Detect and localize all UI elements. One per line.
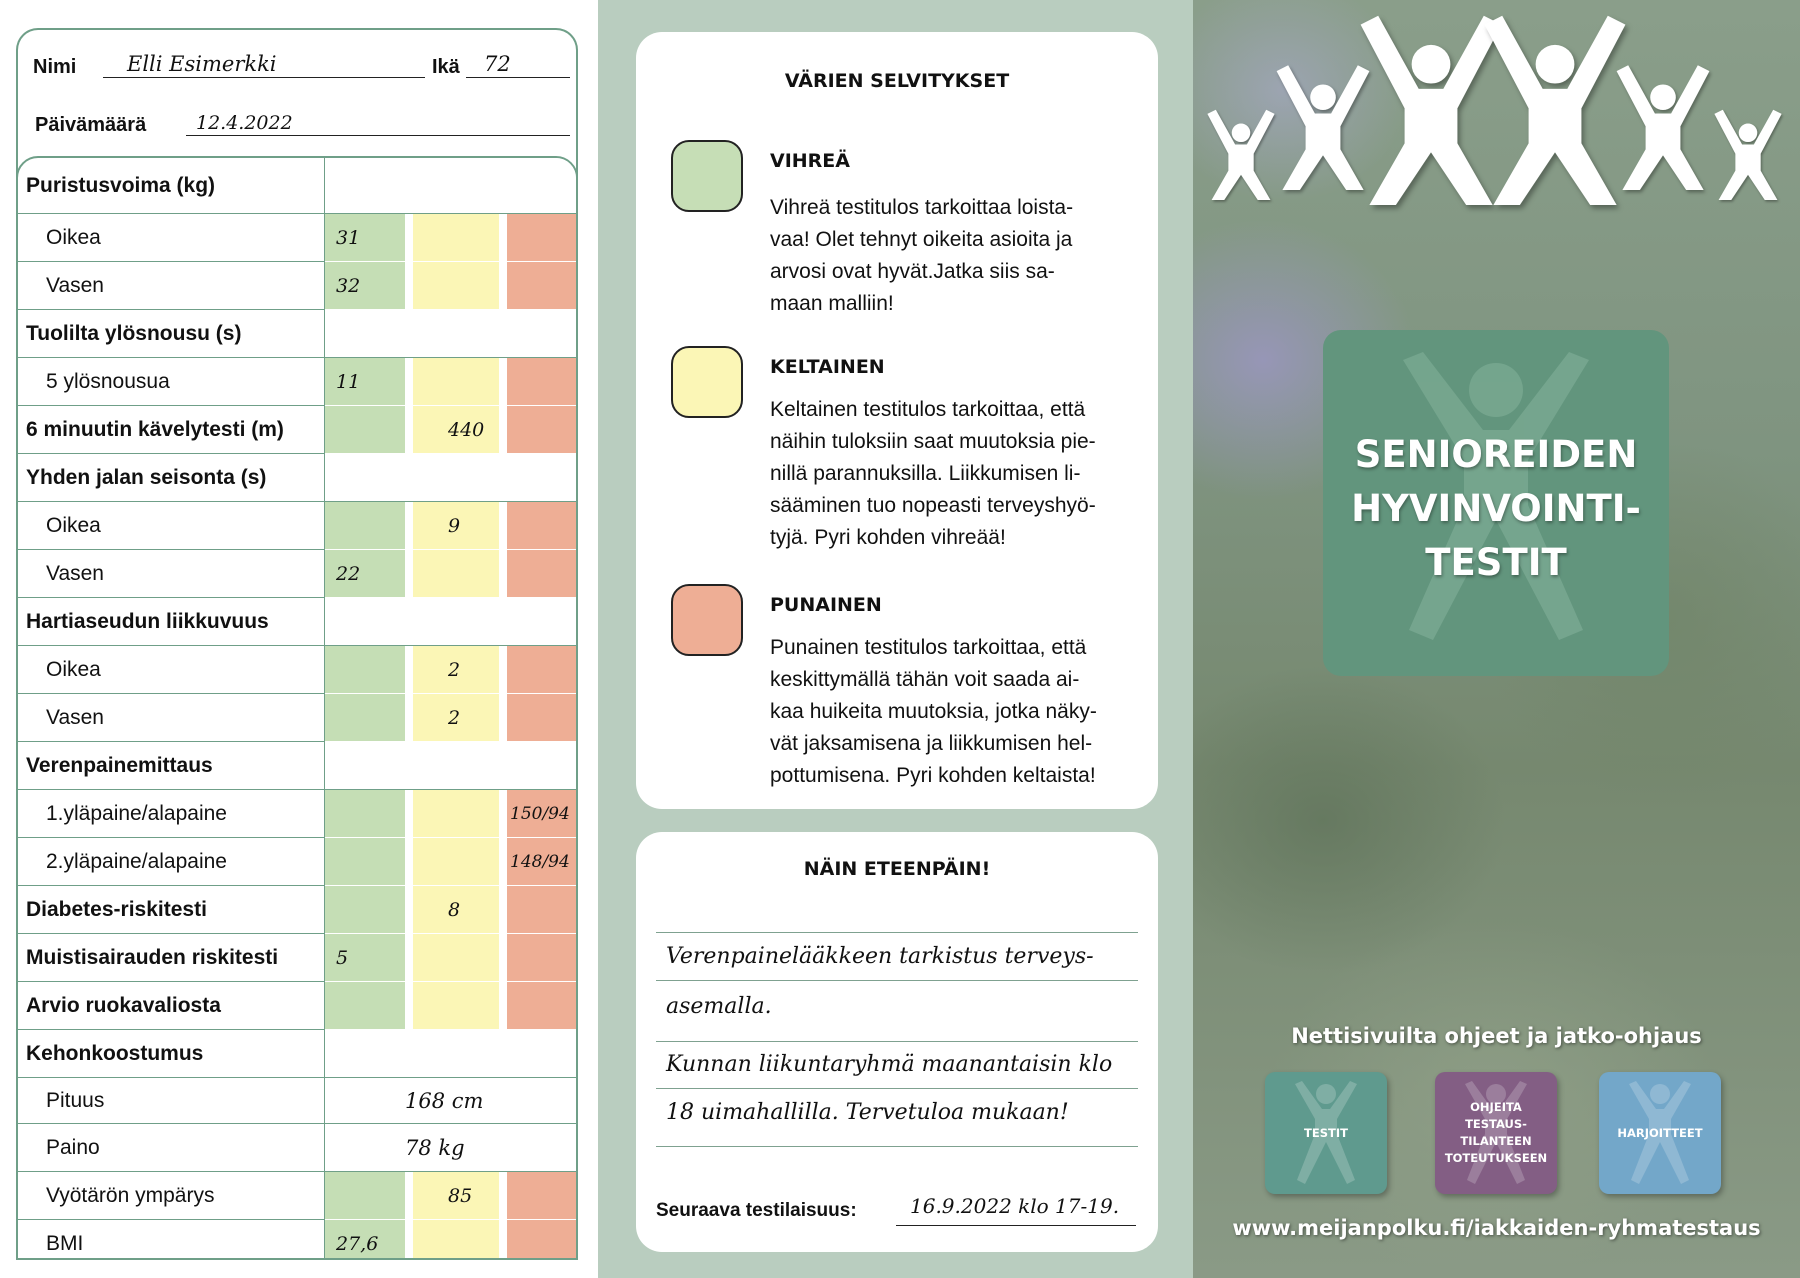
table-row — [18, 1124, 578, 1172]
row-label: Paino — [46, 1135, 100, 1159]
green-cell[interactable] — [325, 694, 405, 742]
row-label: 1.yläpaine/alapaine — [46, 801, 227, 825]
cell-gap — [405, 694, 413, 742]
value-cell — [325, 598, 578, 646]
cell-gap — [499, 406, 507, 454]
yellow-cell[interactable] — [413, 838, 499, 886]
table-row — [18, 406, 578, 454]
row-label: Muistisairauden riskitesti — [26, 945, 279, 969]
age-field[interactable] — [466, 50, 570, 78]
row-label-cell — [18, 310, 325, 358]
value-cell — [325, 1030, 578, 1078]
row-label-cell — [18, 158, 325, 214]
red-cell[interactable] — [507, 1220, 578, 1260]
row-label-cell — [18, 934, 325, 982]
green-cell[interactable] — [325, 646, 405, 694]
result-table — [16, 156, 578, 1260]
value-cell[interactable] — [325, 1078, 578, 1124]
row-label-cell — [18, 598, 325, 646]
table-row — [18, 934, 578, 982]
row-value: 440 — [448, 419, 485, 441]
cover-panel — [1193, 0, 1800, 1278]
cell-gap — [499, 550, 507, 598]
row-label-cell — [18, 982, 325, 1030]
next-steps-title: NÄIN ETEENPÄIN! — [803, 858, 991, 880]
row-label-cell — [18, 1172, 325, 1220]
age-label: Ikä — [432, 56, 460, 78]
note-rule — [656, 980, 1138, 981]
cell-gap — [405, 646, 413, 694]
table-row — [18, 1078, 578, 1124]
table-row — [18, 454, 578, 502]
tile-ohjeita[interactable] — [1435, 1072, 1557, 1194]
cell-gap — [405, 1220, 413, 1260]
cell-gap — [499, 790, 507, 838]
cell-gap — [499, 214, 507, 262]
red-cell[interactable] — [507, 982, 578, 1030]
row-value: 2 — [448, 659, 461, 681]
row-label-cell — [18, 502, 325, 550]
row-label: Oikea — [46, 225, 101, 249]
row-label: Puristusvoima (kg) — [26, 173, 216, 197]
row-value: 150/94 — [510, 804, 570, 824]
tile-label: HARJOITTEET — [1617, 1125, 1703, 1140]
red-text: Punainen testitulos tarkoittaa, että keskittymällä tähän voit saada ai- kaa huikeita muutoksia, jotka näky- vät jaksamisena ja liikkumisen hel- pottumisena. Pyri kohden keltaista! — [770, 636, 1097, 787]
yellow-cell[interactable] — [413, 934, 499, 982]
person-figure — [1714, 110, 1781, 200]
date-label: Päivämäärä — [35, 114, 147, 136]
cell-gap — [405, 838, 413, 886]
table-row — [18, 1220, 578, 1260]
table-row — [18, 502, 578, 550]
note-line-2: asemalla. — [666, 994, 772, 1019]
yellow-cell[interactable] — [413, 1220, 499, 1260]
row-label-cell — [18, 1078, 325, 1124]
table-row — [18, 550, 578, 598]
table-row — [18, 358, 578, 406]
table-row — [18, 838, 578, 886]
row-value: 31 — [336, 227, 361, 249]
row-label: Yhden jalan seisonta (s) — [26, 465, 267, 489]
table-row — [18, 310, 578, 358]
name-value: Elli Esimerkki — [127, 52, 277, 76]
green-cell[interactable] — [325, 790, 405, 838]
row-label: Vyötärön ympärys — [46, 1183, 215, 1207]
green-cell[interactable] — [325, 1172, 405, 1220]
table-row — [18, 694, 578, 742]
web-caption: Nettisivuilta ohjeet ja jatko-ohjaus — [1291, 1024, 1702, 1048]
row-label: Verenpainemittaus — [26, 753, 213, 777]
green-cell[interactable] — [325, 838, 405, 886]
row-label: Vasen — [46, 561, 104, 585]
person-figure — [1361, 16, 1502, 205]
person-figure — [1617, 65, 1710, 190]
table-row — [18, 1172, 578, 1220]
row-label-cell — [18, 742, 325, 790]
yellow-text: Keltainen testitulos tarkoittaa, että näihin tuloksiin saat muutoksia pie- nillä parannuksilla. Liikkumisen li- sääminen tuo nopeasti terveyshyö- tyjä. Pyri kohden vihreää! — [770, 398, 1096, 549]
value-cell[interactable] — [325, 1124, 578, 1172]
row-label-cell — [18, 358, 325, 406]
value-cell — [325, 454, 578, 502]
row-label: 5 ylösnousua — [46, 369, 170, 393]
row-label-cell — [18, 214, 325, 262]
cell-gap — [499, 646, 507, 694]
cell-gap — [405, 790, 413, 838]
cell-gap — [405, 1172, 413, 1220]
row-value: 32 — [336, 275, 361, 297]
next-session-field[interactable] — [896, 1194, 1136, 1226]
table-row — [18, 742, 578, 790]
green-cell[interactable] — [325, 886, 405, 934]
row-label-cell — [18, 790, 325, 838]
table-row — [18, 646, 578, 694]
person-figure — [1277, 65, 1370, 190]
row-label: BMI — [46, 1231, 84, 1255]
row-label: Pituus — [46, 1088, 105, 1112]
row-label-cell — [18, 646, 325, 694]
red-cell[interactable] — [507, 694, 578, 742]
next-steps-card — [636, 832, 1158, 1252]
cell-gap — [405, 358, 413, 406]
row-label: 6 minuutin kävelytesti (m) — [26, 417, 284, 441]
red-cell[interactable] — [507, 214, 578, 262]
row-label: 2.yläpaine/alapaine — [46, 849, 227, 873]
row-value: 168 cm — [405, 1088, 484, 1113]
row-label-cell — [18, 838, 325, 886]
row-label-cell — [18, 454, 325, 502]
red-swatch — [671, 584, 743, 656]
middle-panel — [598, 0, 1193, 1278]
row-value: 22 — [336, 563, 361, 585]
cell-gap — [499, 838, 507, 886]
row-label-cell — [18, 550, 325, 598]
row-value: 8 — [448, 899, 461, 921]
row-label: Vasen — [46, 705, 104, 729]
row-value: 27,6 — [336, 1233, 379, 1255]
row-label: Kehonkoostumus — [26, 1041, 204, 1065]
table-row — [18, 1030, 578, 1078]
cell-gap — [499, 1172, 507, 1220]
row-value: 2 — [448, 707, 461, 729]
row-value: 85 — [448, 1185, 473, 1207]
website-url[interactable]: www.meijanpolku.fi/iakkaiden-ryhmatestaus — [1232, 1216, 1761, 1240]
yellow-cell[interactable] — [413, 214, 499, 262]
row-label-cell — [18, 1030, 325, 1078]
person-figure — [1485, 16, 1626, 205]
row-label-cell — [18, 694, 325, 742]
cell-gap — [499, 358, 507, 406]
red-cell[interactable] — [507, 886, 578, 934]
red-cell[interactable] — [507, 262, 578, 310]
note-rule — [656, 932, 1138, 933]
row-label-cell — [18, 886, 325, 934]
value-cell — [325, 158, 578, 214]
row-label: Oikea — [46, 657, 101, 681]
table-row — [18, 886, 578, 934]
cell-gap — [499, 502, 507, 550]
cell-gap — [499, 1220, 507, 1260]
tile-label: TESTIT — [1304, 1125, 1348, 1140]
cell-gap — [405, 406, 413, 454]
cell-gap — [499, 934, 507, 982]
person-figure — [1207, 110, 1274, 200]
green-cell[interactable] — [325, 406, 405, 454]
cell-gap — [499, 982, 507, 1030]
cell-gap — [499, 262, 507, 310]
date-field[interactable] — [186, 108, 570, 136]
green-text: Vihreä testitulos tarkoittaa loista- vaa! Olet tehnyt oikeita asioita ja arvosi ovat hyvät.Jatka siis sa- maan malliin! — [770, 196, 1074, 315]
row-label: Oikea — [46, 513, 101, 537]
tile-testit[interactable] — [1265, 1072, 1387, 1194]
next-session-value: 16.9.2022 klo 17-19. — [910, 1194, 1120, 1218]
row-value: 9 — [448, 515, 461, 537]
cover-title: SENIOREIDEN HYVINVOINTI- TESTIT — [1351, 433, 1641, 584]
yellow-cell[interactable] — [413, 550, 499, 598]
row-label-cell — [18, 1124, 325, 1172]
test-result-form — [0, 0, 598, 1278]
note-rule — [656, 1041, 1138, 1042]
yellow-cell[interactable] — [413, 790, 499, 838]
cell-gap — [405, 982, 413, 1030]
cell-gap — [405, 262, 413, 310]
row-value: 11 — [336, 371, 361, 393]
row-label: Diabetes-riskitesti — [26, 897, 207, 921]
note-line-1: Verenpainelääkkeen tarkistus terveys- — [666, 944, 1094, 969]
note-rule — [656, 1088, 1138, 1089]
table-row — [18, 982, 578, 1030]
row-value: 78 kg — [405, 1135, 465, 1160]
row-label-cell — [18, 262, 325, 310]
cell-gap — [499, 694, 507, 742]
yellow-swatch — [671, 346, 743, 418]
green-swatch — [671, 140, 743, 212]
row-value: 148/94 — [510, 852, 570, 872]
table-row — [18, 158, 578, 214]
red-cell[interactable] — [507, 934, 578, 982]
name-label: Nimi — [33, 56, 77, 78]
red-title: PUNAINEN — [770, 594, 882, 616]
green-cell[interactable] — [325, 502, 405, 550]
red-cell[interactable] — [507, 1172, 578, 1220]
cell-gap — [405, 214, 413, 262]
note-line-4: 18 uimahallilla. Tervetuloa mukaan! — [666, 1100, 1069, 1125]
yellow-cell[interactable] — [413, 982, 499, 1030]
row-label: Hartiaseudun liikkuvuus — [26, 609, 269, 633]
yellow-cell[interactable] — [413, 358, 499, 406]
tile-harjoitteet[interactable] — [1599, 1072, 1721, 1194]
cell-gap — [405, 502, 413, 550]
red-cell[interactable] — [507, 646, 578, 694]
row-label: Tuolilta ylösnousu (s) — [26, 321, 242, 345]
cover-title-box — [1323, 330, 1669, 676]
color-explanations-card — [636, 32, 1158, 809]
red-cell[interactable] — [507, 502, 578, 550]
green-title: VIHREÄ — [770, 150, 850, 172]
next-session-label: Seuraava testilaisuus: — [656, 1200, 857, 1221]
people-figures-logo — [1193, 0, 1800, 230]
red-cell[interactable] — [507, 550, 578, 598]
yellow-cell[interactable] — [413, 262, 499, 310]
note-rule — [656, 1146, 1138, 1147]
green-cell[interactable] — [325, 982, 405, 1030]
table-row — [18, 214, 578, 262]
value-cell — [325, 310, 578, 358]
red-cell[interactable] — [507, 358, 578, 406]
table-row — [18, 262, 578, 310]
cell-gap — [405, 934, 413, 982]
note-line-3: Kunnan liikuntaryhmä maanantaisin klo — [666, 1052, 1113, 1077]
cell-gap — [405, 886, 413, 934]
row-label-cell — [18, 406, 325, 454]
tile-label: OHJEITA TESTAUS- TILANTEEN TOTEUTUKSEEN — [1444, 1100, 1548, 1165]
age-value: 72 — [484, 52, 511, 76]
table-row — [18, 598, 578, 646]
color-explanations-title: VÄRIEN SELVITYKSET — [784, 70, 1010, 92]
row-value: 5 — [336, 947, 349, 969]
cell-gap — [499, 886, 507, 934]
row-label: Arvio ruokavaliosta — [26, 993, 221, 1017]
value-cell — [325, 742, 578, 790]
cell-gap — [405, 550, 413, 598]
yellow-title: KELTAINEN — [770, 356, 885, 378]
table-row — [18, 790, 578, 838]
row-label-cell — [18, 1220, 325, 1260]
red-cell[interactable] — [507, 406, 578, 454]
row-label: Vasen — [46, 273, 104, 297]
date-value: 12.4.2022 — [196, 112, 293, 134]
name-field[interactable] — [103, 50, 425, 78]
